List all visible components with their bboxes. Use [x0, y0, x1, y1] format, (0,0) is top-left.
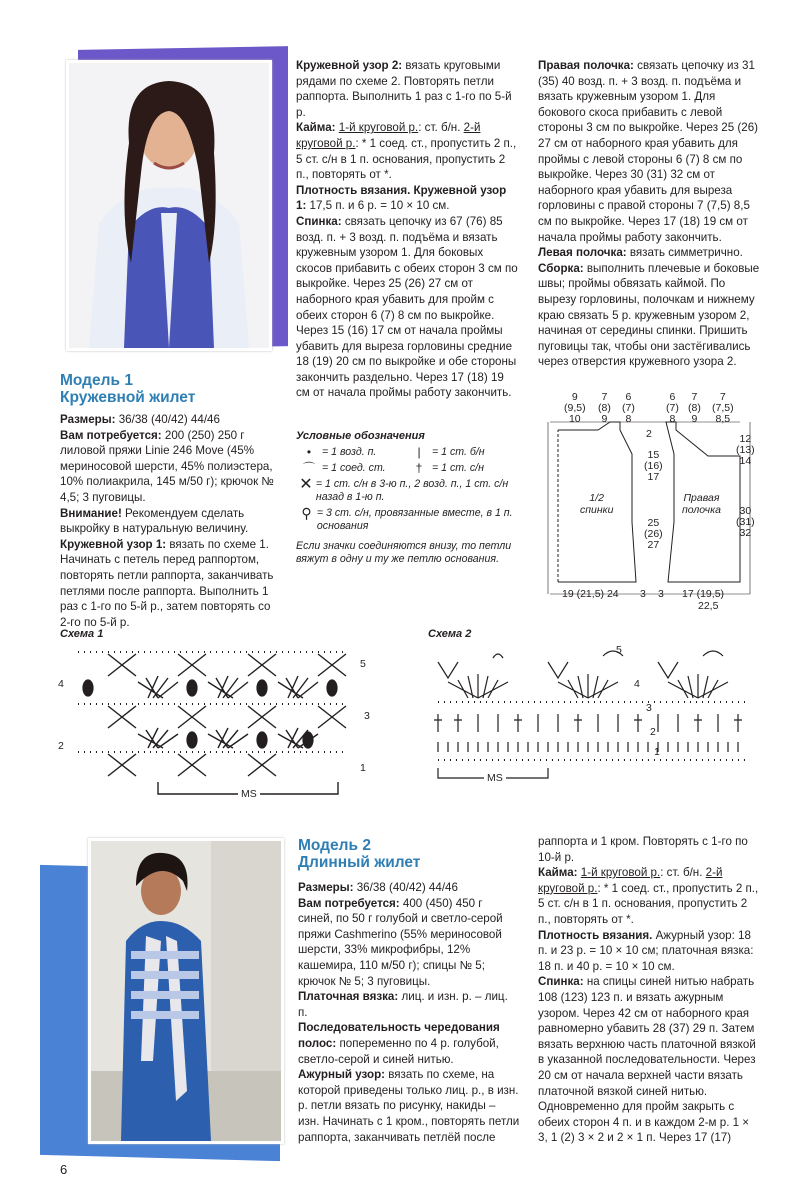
legend-title: Условные обозначения	[296, 430, 425, 442]
legend-item: | = 1 ст. б/н	[417, 445, 485, 459]
s2-row2: 2	[650, 726, 656, 738]
m2-lace: Ажурный узор: вязать по схеме, на которой приведены только лиц. р., в изн. р. петли вязать по рисунку, накиды – изн. Начинать с 1 кром., повторять петли раппорта, заканчивать петлёй после	[298, 1068, 520, 1144]
s1-row5: 5	[360, 658, 366, 670]
m1-lace1: Кружевной узор 1: вязать по схеме 1. Начинать с петель перед раппортом, повторять петли раппорта, заканчивать петлями после раппорта. Выполнить 1 раз с 1-го по 5-й р., затем повторять со 2-го по 5-й р.	[60, 537, 274, 629]
model1-title	[60, 372, 195, 406]
m1-gauge: Плотность вязания. Кружевной узор 1: 17,5 п. и 6 р. = 10 × 10 см.	[296, 183, 507, 213]
m1-left-front: Левая полочка: вязать симметрично.	[538, 246, 743, 260]
page-number: 6	[60, 1162, 68, 1177]
dim-top-4: 6 (7) 8	[666, 391, 679, 425]
model1-photo	[66, 60, 272, 351]
m2-cont: раппорта и 1 кром. Повторять с 1-го по 10-й р.	[538, 835, 748, 864]
dim-top-1: 9 (9,5) 10	[564, 391, 586, 425]
m1-sizes: Размеры: 36/38 (40/42) 44/46	[60, 413, 220, 426]
m1-right-front: Правая полочка: связать цепочку из 31 (35) 40 возд. п. + 3 возд. п. подъёма и вязать кружевным узором 1. Для бокового скоса прибавить с левой стороны 3 см по выкройке. Через 25 (26) 27 см от наборного края убавить для проймы с левой стороны 6 (7) 8 см по выкройке. Через 30 (31) 32 см от наборного края убавить для выреза горловины с правой стороны 7 (7,5) 8,5 см по выкройке. Через 17 (18) 19 см от начала проймы работу закончить.	[538, 59, 758, 244]
scheme1-chart	[58, 642, 378, 802]
legend	[296, 430, 518, 566]
model1-title-number: Модель 1	[60, 372, 133, 389]
s2-row5: 5	[616, 644, 622, 656]
label-half-back: 1/2 спинки	[580, 492, 614, 516]
m1-lace2: Кружевной узор 2: вязать круговыми рядами по схеме 2. Повторять петли раппорта. Выполнить 1 раз с 1-го по 5-й р.	[296, 59, 512, 119]
legend-item: † = 1 ст. с/н	[415, 461, 484, 475]
s1-row1: 1	[360, 762, 366, 774]
dim-top-6: 7 (7,5) 8,5	[712, 391, 734, 425]
model1-col1	[60, 412, 280, 630]
m1-materials: Вам потребуется: 200 (250) 250 г лиловой пряжи Linie 246 Move (45% мериносовой шерсти, 45% полиэстера, 10% полиакрила, 145 м/50 г); крючок № 4,5; 3 пуговицы.	[60, 428, 274, 504]
label-right-front: Правая полочка	[682, 492, 721, 516]
s2-row3: 3	[646, 702, 652, 714]
pattern-diagram	[540, 392, 760, 614]
dim-top-3: 6 (7) 8	[622, 391, 635, 425]
model2-col1	[298, 880, 520, 1145]
model2-title	[298, 837, 420, 871]
legend-item: ⌒ = 1 соед. ст.	[302, 461, 386, 475]
m1-assembly: Сборка: выполнить плечевые и боковые швы; проймы обвязать каймой. По вырезу горловины, полочкам и нижнему краю связать 5 р. кружевным узором 2, начиная от середины спинки. Пришить пуговицы так, чтобы они застёгивались через отверстия кружевного узора 2.	[538, 261, 760, 369]
model1-col3	[538, 58, 760, 370]
legend-item: ✕ = 1 ст. с/н в 3-ю п., 2 возд. п., 1 ст. с/н назад в 1-ю п.	[299, 476, 509, 503]
dim-side: 25 (26) 27	[644, 517, 663, 551]
model1-col2	[296, 58, 518, 401]
scheme2-title: Схема 2	[428, 628, 472, 640]
dim-front-neck: 12 (13) 14	[736, 433, 755, 467]
m2-garter: Платочная вязка: лиц. и изн. р. – лиц. п.	[298, 990, 508, 1019]
dim-bottom-3b: 3	[658, 588, 664, 600]
m2-border: Кайма: 1-й круговой р.: ст. б/н. 2-й круговой р.: * 1 соед. ст., пропустить 2 п., 5 ст. с/н в 1 п. основания, пропустить 2 п., повторять от *.	[538, 866, 759, 926]
model2-col2	[538, 834, 760, 1146]
s2-row1: 1	[654, 746, 660, 758]
dim-bottom-front2: 22,5	[698, 600, 719, 612]
m2-stripes: Последовательность чередования полос: попеременно по 4 р. голубой, светло-серой и синей нитью.	[298, 1021, 500, 1066]
dim-front-len: 30 (31) 32	[736, 505, 755, 539]
s1-row2: 2	[58, 740, 64, 752]
dim-bottom-front: 17 (19,5)	[682, 588, 725, 600]
m1-attention: Внимание! Рекомендуем сделать выкройку в натуральную величину.	[60, 506, 249, 536]
dim-bottom-3a: 3	[640, 588, 646, 600]
dim-neck: 2	[646, 428, 652, 440]
dim-armhole: 15 (16) 17	[644, 449, 663, 483]
s1-row4: 4	[58, 678, 64, 690]
m1-border: Кайма: 1-й круговой р.: ст. б/н. 2-й круговой р.: * 1 соед. ст., пропустить 2 п., 5 ст. с/н в 1 п. основания, пропустить 2 п., повторять от *.	[296, 121, 517, 182]
model1-title-name: Кружевной жилет	[60, 389, 196, 406]
s1-row3: 3	[364, 710, 370, 722]
m2-materials: Вам потребуется: 400 (450) 450 г синей, по 50 г голубой и светло-серой пряжи Cashmerino (55% мериносовой шерсти, 33% микрофибры, 12% кашемира, 110 м/50 г); спицы № 5; крючок № 5; 3 пуговицы.	[298, 896, 503, 988]
dim-bottom-back: 19 (21,5) 24	[562, 588, 619, 600]
s1-ms: MS	[238, 788, 260, 800]
m1-back: Спинка: связать цепочку из 67 (76) 85 возд. п. + 3 возд. п. подъёма и вязать кружевным узором 1. Для боковых скосов прибавить с обеих сторон 3 см по выкройке. Через 25 (26) 27 см от наборного края убавить для пройм с обеих сторон 6 (7) 8 см по выкройке. Через 15 (16) 17 см от начала проймы убавить для выреза горловины средние 18 (19) 20 см по выкройке и обе стороны закончить раздельно. Через 17 (18) 19 см от начала проймы работу закончить.	[296, 214, 518, 400]
s2-ms: MS	[484, 772, 506, 784]
m2-gauge: Плотность вязания. Ажурный узор: 18 п. и 23 р. = 10 × 10 см; платочная вязка: 18 п. и 40 р. = 10 × 10 см.	[538, 928, 754, 973]
model2-title-name: Длинный жилет	[298, 854, 421, 871]
m2-sizes: Размеры: 36/38 (40/42) 44/46	[298, 881, 458, 894]
model2-photo	[88, 838, 284, 1144]
dim-top-2: 7 (8) 9	[598, 391, 611, 425]
scheme1-title: Схема 1	[60, 628, 104, 640]
legend-item: • = 1 возд. п.	[306, 445, 377, 459]
scheme2-chart	[428, 642, 758, 792]
model2-title-number: Модель 2	[298, 837, 371, 854]
s2-row4: 4	[634, 678, 640, 690]
dim-top-5: 7 (8) 9	[688, 391, 701, 425]
legend-note: Если значки соединяются внизу, то петли вяжут в одну и ту же петлю основания.	[296, 540, 512, 565]
m2-back: Спинка: на спицы синей нитью набрать 108 (123) 123 п. и вязать ажурным узором. Через 42 см от наборного края равномерно убавить 28 (37) 29 п. Затем вязать верхнюю часть платочной вязкой в указанной последовательности. Через 20 см от начала верхней части вязать платочной вязкой синей нитью. Одновременно для пройм закрыть с обеих сторон 4 п. и в каждом 2-м р. 1 × 3, 1 (2) 3 × 2 и 2 × 1 п. Через 17 (17)	[538, 975, 756, 1145]
legend-item: ⚲ = 3 ст. с/н, провязанные вместе, в 1 п. основания	[301, 505, 513, 532]
